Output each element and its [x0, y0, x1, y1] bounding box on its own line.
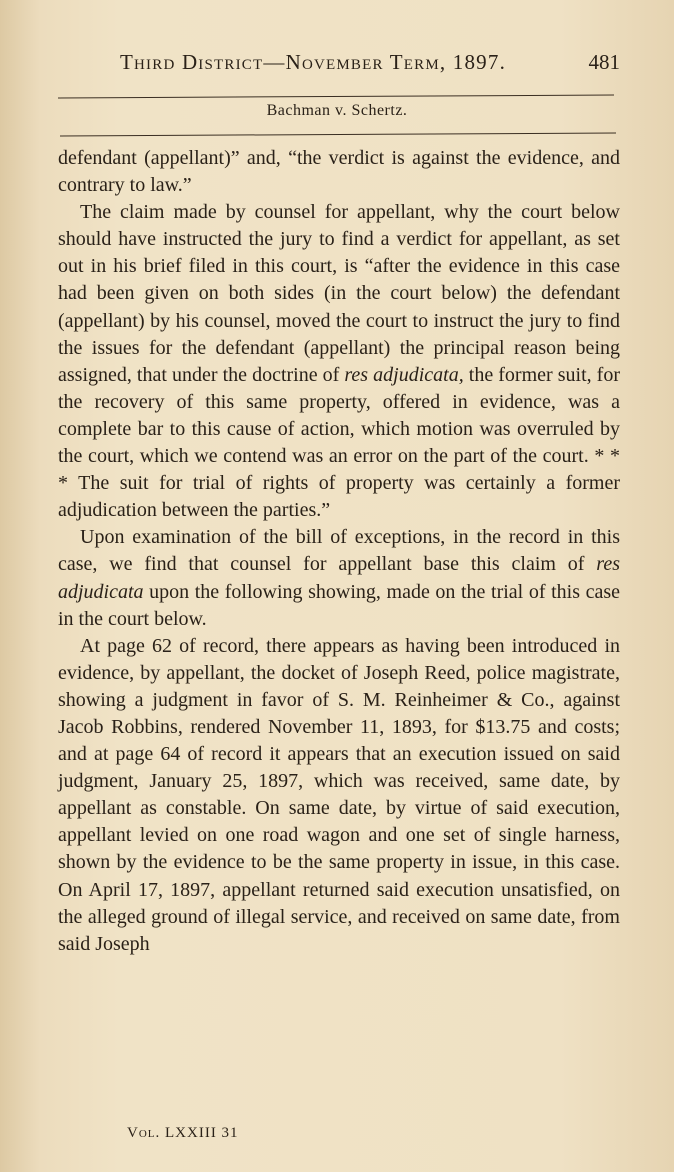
running-head: [120, 50, 620, 84]
signature-mark: Vol. LXXIII 31: [127, 1125, 239, 1141]
running-title: Third District—November Term, 1897.: [120, 50, 507, 74]
case-name: Bachman v. Schertz.: [266, 102, 408, 119]
paragraph-4: [58, 633, 620, 958]
paragraph-3-text-b: upon the following showing, made on the trial of this case in the court below.: [58, 580, 620, 630]
paragraph-2-text-a: The claim made by counsel for appellant, why the court below should have instructed the jury to find a verdict for appellant, as set out in his brief filed in this court, is “after the evidence in this case had been given on both sides (in the court below) the defendant (appellant) by his counsel, moved the court to instruct the jury to find the issues for the defendant (appellant) the principal reason being assigned, that under the doctrine of: [58, 201, 620, 386]
paragraph-1-text: defendant (appellant)” and, “the verdict is against the evidence, and contrary to law.”: [58, 147, 620, 197]
paragraph-3-italic: res adjudicata: [58, 553, 620, 603]
paragraph-3: [58, 524, 620, 632]
paragraph-2-italic: res adjudicata,: [344, 363, 464, 386]
paragraph-1: [58, 145, 620, 199]
paragraph-3-text-a: Upon examination of the bill of exceptions, in the record in this case, we find that counsel for appellant base this claim of: [58, 526, 620, 576]
paragraph-4-text: At page 62 of record, there appears as having been introduced in evidence, by appellant, the docket of Joseph Reed, police magistrate, showing a judgment in favor of S. M. Reinheimer & Co., against Jacob Robbins, rendered November 11, 1893, for $13.75 and costs; and at page 64 of record it appears that an execution issued on said judgment, January 25, 1897, which was received, same date, by appellant as constable. On same date, by virtue of said execution, appellant levied on one road wagon and one set of single harness, shown by the evidence to be the same property in issue, in this case. On April 17, 1897, appellant returned said execution unsatisfied, on the alleged ground of illegal service, and received on same date, from said Joseph: [58, 634, 620, 955]
body-text: [58, 145, 620, 958]
paragraph-2-text-b: the former suit, for the recovery of this same property, offered in evidence, was a complete bar to this cause of action, which motion was overruled by the court, which we contend was an error on the part of the court. * * * The suit for trial of rights of property was certainly a former adjudication between the parties.”: [58, 363, 621, 522]
page-number: 481: [588, 50, 620, 74]
paragraph-2: [58, 199, 620, 524]
header-rule-top: [58, 95, 614, 99]
header-rule-bottom: [60, 133, 616, 137]
